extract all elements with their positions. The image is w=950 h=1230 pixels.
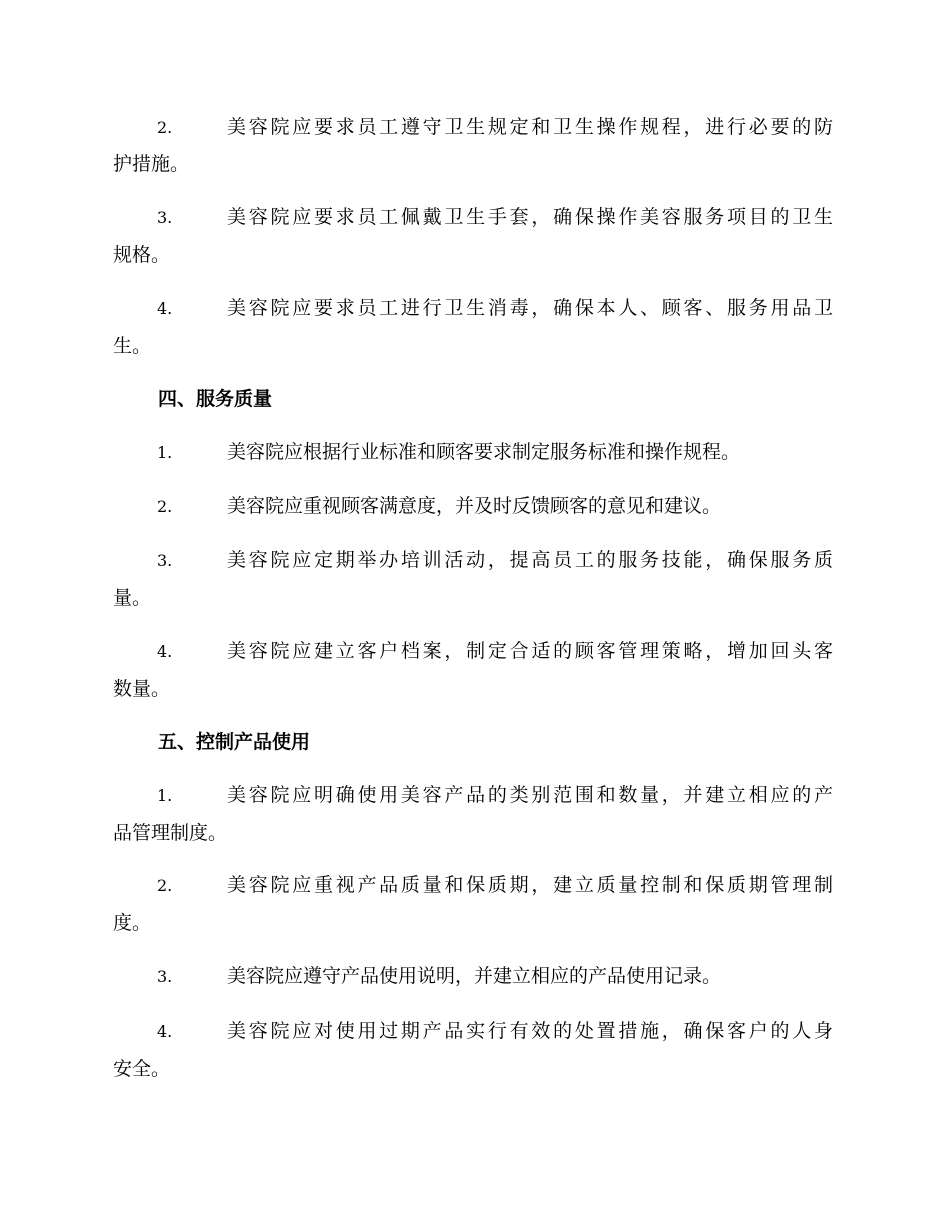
- item-text-line2: 护措施。: [113, 153, 190, 175]
- item-number: 1.: [157, 786, 173, 805]
- item-text-line1: 美容院应对使用过期产品实行有效的处置措施，确保客户的人身: [227, 1020, 833, 1042]
- item-text-line1: 美容院应重视产品质量和保质期，建立质量控制和保质期管理制: [227, 874, 833, 896]
- item-text-line2: 品管理制度。: [113, 822, 228, 844]
- item-text-line2: 规格。: [113, 244, 171, 266]
- item-text-line2: 度。: [113, 912, 152, 934]
- section-heading: 四、服务质量: [158, 388, 273, 410]
- item-number: 1.: [157, 443, 173, 462]
- item-text-line1: 美容院应明确使用美容产品的类别范围和数量，并建立相应的产: [227, 784, 833, 806]
- item-number: 3.: [157, 551, 173, 570]
- item-number: 4.: [157, 299, 173, 318]
- item-number: 4.: [157, 642, 173, 661]
- item-number: 2.: [157, 118, 173, 137]
- item-text-line1: 美容院应遵守产品使用说明，并建立相应的产品使用记录。: [227, 965, 722, 987]
- section-heading: 五、控制产品使用: [158, 731, 311, 753]
- item-number: 4.: [157, 1022, 173, 1041]
- item-text-line2: 安全。: [113, 1058, 171, 1080]
- item-text-line1: 美容院应要求员工遵守卫生规定和卫生操作规程，进行必要的防: [227, 116, 833, 138]
- item-text-line1: 美容院应根据行业标准和顾客要求制定服务标准和操作规程。: [227, 441, 741, 463]
- item-text-line2: 数量。: [113, 678, 171, 700]
- item-text-line1: 美容院应要求员工佩戴卫生手套，确保操作美容服务项目的卫生: [227, 206, 833, 228]
- item-text-line1: 美容院应定期举办培训活动，提高员工的服务技能，确保服务质: [227, 549, 833, 571]
- item-text-line1: 美容院应建立客户档案，制定合适的顾客管理策略，增加回头客: [227, 640, 833, 662]
- item-number: 2.: [157, 497, 173, 516]
- item-text-line1: 美容院应要求员工进行卫生消毒，确保本人、顾客、服务用品卫: [227, 297, 833, 319]
- item-number: 2.: [157, 876, 173, 895]
- item-number: 3.: [157, 967, 173, 986]
- item-text-line2: 生。: [113, 335, 152, 357]
- item-text-line2: 量。: [113, 587, 152, 609]
- item-number: 3.: [157, 208, 173, 227]
- item-text-line1: 美容院应重视顾客满意度，并及时反馈顾客的意见和建议。: [227, 495, 722, 517]
